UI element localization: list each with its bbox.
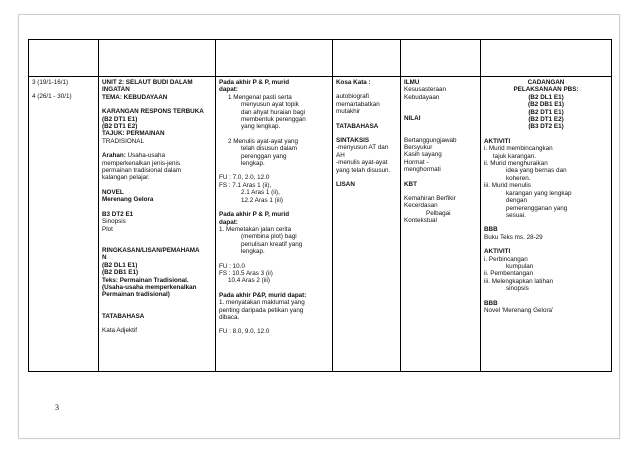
- outcome-text: FU : 10.0: [219, 262, 245, 270]
- activity-item: i. Perbincangan: [484, 255, 528, 263]
- outcome-text: FU : 8.0, 9.0, 12.0: [219, 328, 270, 336]
- outcome-text: perenggan yang: [241, 152, 287, 160]
- activity-item: i. Murid membincangkan: [484, 145, 553, 153]
- unit-text: kalangan pelajar.: [102, 174, 150, 182]
- knowledge-item: Kecerdasan: [404, 202, 438, 210]
- outcome-heading: dapat:: [219, 218, 238, 226]
- unit-code: B3 DT2 E1: [102, 210, 134, 218]
- header-cell: [333, 40, 401, 77]
- page-number: 3: [55, 403, 59, 412]
- activity-item: ii. Pembentangan: [484, 270, 534, 278]
- unit-text: memperkenalkan jenis-jenis: [102, 159, 181, 167]
- activity-item: koheren.: [506, 174, 531, 182]
- knowledge-heading: KBT: [404, 180, 417, 188]
- unit-theme: TEMA: KEBUDAYAAN: [102, 93, 168, 101]
- material-heading: BBB: [484, 226, 498, 234]
- outcome-text: telah disusun dalam: [241, 145, 298, 153]
- vocab-item: mutakhir: [336, 108, 361, 116]
- outcome-text: FS : 10.5 Aras 3 (ii): [219, 269, 273, 277]
- unit-code: (B2 DB1 E1): [102, 269, 139, 277]
- header-row: [29, 40, 612, 77]
- outcome-heading: dapat:: [219, 86, 238, 94]
- outcome-text: lengkap.: [241, 248, 265, 256]
- knowledge-item: Kebudayaan: [404, 93, 440, 101]
- activity-item: tajuk karangan.: [493, 152, 537, 160]
- vocab-heading: TATABAHASA: [336, 122, 379, 130]
- header-cell: [481, 40, 612, 77]
- unit-topic: TAJUK: PERMAINAN: [102, 130, 165, 138]
- activity-item: iii. Murid menulis: [484, 182, 531, 190]
- implementation-code: (B2 DT1 E2): [528, 116, 564, 124]
- activity-item: ii. Murid menghuraikan: [484, 160, 548, 168]
- knowledge-heading: ILMU: [404, 79, 420, 86]
- activity-item: pemerengganan yang: [506, 204, 568, 212]
- unit-code: (B2 DT1 E1): [102, 115, 138, 123]
- knowledge-heading: NILAI: [404, 115, 421, 123]
- outcome-text: 10.4 Aras 2 (iii): [228, 277, 270, 285]
- unit-title: UNIT 2: SELAUT BUDI DALAM: [102, 79, 193, 86]
- vocab-item: -menulis ayat-ayat: [336, 159, 388, 167]
- outcome-text: 1. menyatakan maklumat yang: [219, 299, 305, 307]
- unit-heading: TATABAHASA: [102, 312, 145, 320]
- header-cell: [29, 40, 99, 77]
- activity-item: idea yang bernas dan: [506, 167, 567, 175]
- unit-code: (B2 DT1 E2): [102, 123, 138, 131]
- unit-text: permainan tradisional dalam: [102, 167, 182, 175]
- vocab-item: yang telah disusun.: [336, 166, 391, 174]
- unit-text: Kata Adjektif: [102, 327, 138, 335]
- vocab-heading: Kosa Kata :: [336, 79, 371, 86]
- outcome-text: 1 Mengenal pasti serta: [228, 93, 292, 101]
- knowledge-item: Bertanggungjawab: [404, 136, 457, 144]
- vocab-item: AH: [336, 151, 345, 159]
- vocab-item: memartabatkan: [336, 100, 380, 108]
- material-item: Buku Teks ms. 28-29: [484, 233, 543, 241]
- knowledge-item: Bersyukur: [404, 144, 433, 152]
- activity-item: kumpulan: [506, 262, 534, 270]
- knowledge-cell: [401, 77, 481, 372]
- outcome-text: penting daripada petikan yang: [219, 306, 304, 314]
- implementation-code: (B2 DB1 E1): [527, 101, 565, 109]
- knowledge-item: menghormati: [404, 166, 441, 174]
- unit-heading: Merenang Gelora: [102, 196, 154, 204]
- unit-cell: [99, 77, 216, 372]
- activity-heading: AKTIVITI: [484, 137, 511, 145]
- unit-heading: RINGKASAN/LISAN/PEMAHAMA: [102, 246, 200, 254]
- outcome-text: FU : 7.0, 2.0, 12.0: [219, 174, 270, 182]
- implementation-heading: CADANGAN: [527, 79, 565, 86]
- vocab-heading: SINTAKSIS: [336, 137, 370, 145]
- knowledge-item: Kontekstual: [404, 217, 437, 225]
- unit-instruction-label: Arahan:: [102, 152, 126, 160]
- week-cell: [29, 77, 99, 372]
- unit-text: Teks: Permainan Tradisional.: [102, 276, 189, 284]
- knowledge-item: Kesusasteraan: [404, 86, 447, 94]
- unit-topic: TRADISIONAL: [102, 137, 144, 145]
- activity-item: sinopsis: [506, 285, 529, 293]
- unit-text: Permainan tradisional): [102, 291, 170, 299]
- knowledge-item: Hormat -: [404, 158, 429, 166]
- week-entry: 3 (19/1-16/1): [32, 79, 69, 86]
- outcome-text: 1. Memetakan jalan cerita: [219, 225, 292, 233]
- outcome-text: 2.1 Aras 1 (ii),: [241, 189, 280, 197]
- outcome-text: membentuk perenggan: [241, 116, 306, 124]
- unit-instruction: Usaha-usaha: [125, 152, 166, 160]
- outcome-cell: [216, 77, 333, 372]
- outcome-text: (membina plot) bagi: [241, 233, 297, 241]
- implementation-cell: [481, 77, 612, 372]
- activity-item: dengan: [506, 197, 528, 205]
- outcome-text: 2 Menulis ayat-ayat yang: [228, 137, 299, 145]
- unit-heading: KARANGAN RESPONS TERBUKA: [102, 108, 204, 116]
- vocab-item: -menyusun AT dan: [336, 144, 389, 152]
- week-entry: 4 (26/1 - 30/1): [32, 93, 72, 101]
- outcome-text: menyusun ayat topik: [241, 101, 299, 109]
- outcome-text: dibaca.: [219, 313, 240, 321]
- knowledge-item: Kasih sayang: [404, 151, 442, 159]
- unit-text: (Usaha-usaha memperkenalkan: [102, 283, 197, 291]
- outcome-heading: Pada akhir P & P, murid: [219, 211, 290, 219]
- outcome-text: lengkap.: [241, 160, 265, 168]
- header-cell: [401, 40, 481, 77]
- outcome-text: FS : 7.1 Aras 1 (ii),: [219, 181, 272, 189]
- unit-text: Sinopsis: [102, 218, 126, 226]
- lesson-plan-table: [28, 39, 612, 372]
- content-row: [29, 77, 612, 372]
- unit-code: (B2 DL1 E1): [102, 261, 138, 269]
- activity-heading: AKTIVITI: [484, 248, 511, 256]
- knowledge-item: Kemahiran Berfikir: [404, 195, 456, 203]
- header-cell: [99, 40, 216, 77]
- implementation-code: (B2 DT1 E1): [528, 108, 564, 116]
- header-cell: [216, 40, 333, 77]
- unit-title: INGATAN: [102, 86, 130, 94]
- unit-text: Plot: [102, 225, 113, 233]
- outcome-text: yang lengkap.: [241, 123, 281, 131]
- vocabulary-cell: [333, 77, 401, 372]
- vocab-item: autobiografi: [336, 93, 369, 101]
- implementation-code: (B3 DT2 E1): [528, 123, 564, 131]
- outcome-text: penulisan kreatif yang: [241, 240, 303, 248]
- material-heading: BBB: [484, 299, 498, 307]
- outcome-text: 12.2 Aras 1 (iii): [241, 196, 283, 204]
- outcome-heading: Pada akhir P&P, murid dapat:: [219, 291, 307, 299]
- knowledge-item: Pelbagai: [426, 209, 451, 217]
- activity-item: iii. Melengkapkan latihan: [484, 277, 553, 285]
- activity-item: karangan yang lengkap: [506, 189, 572, 197]
- implementation-code: (B2 DL1 E1): [528, 93, 564, 101]
- material-item: Novel 'Merenang Gelora': [484, 306, 554, 314]
- vocab-heading: LISAN: [336, 181, 355, 189]
- unit-heading: N: [102, 254, 107, 262]
- outcome-text: dan ahyat huraian bagi: [241, 108, 306, 116]
- outcome-heading: Pada akhir P & P, murid: [219, 79, 290, 86]
- implementation-heading: PELAKSANAAN PBS:: [513, 86, 579, 94]
- unit-heading: NOVEL: [102, 188, 124, 196]
- activity-item: sesuai.: [506, 211, 526, 219]
